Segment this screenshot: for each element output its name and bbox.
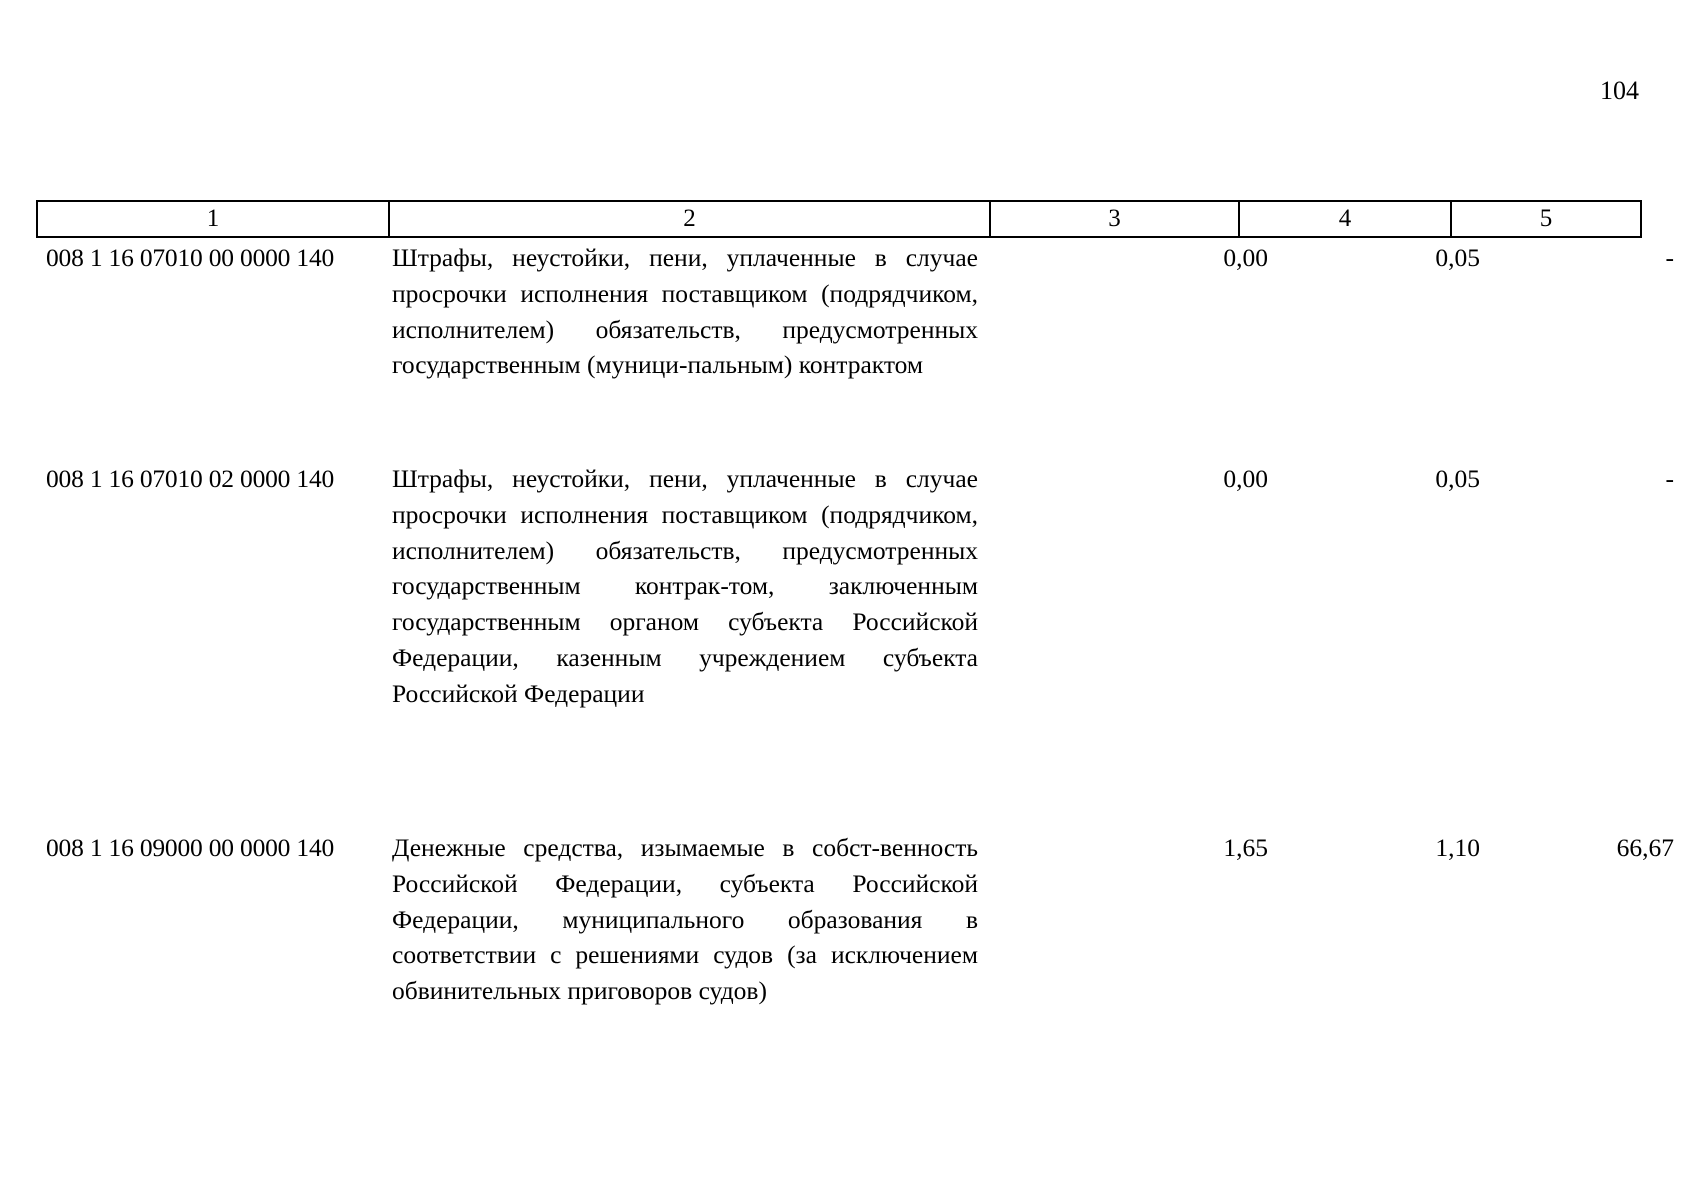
column-header-5: 5: [1451, 201, 1641, 237]
column-header-4: 4: [1239, 201, 1451, 237]
column-header-table: [36, 200, 1642, 238]
value-col5: -: [1665, 243, 1674, 272]
budget-code: 008 1 16 07010 02 0000 140: [46, 464, 335, 493]
revenue-description: Денежные средства, изымаемые в собст-венность Российской Федерации, субъекта Российской Федерации, муниципального образования в соответствии с решениями судов (за исключением обвинительных приговоров судов): [392, 833, 978, 1006]
revenue-description: Штрафы, неустойки, пени, уплаченные в случае просрочки исполнения поставщиком (подрядчиком, исполнителем) обязательств, предусмотренных государственным контрак-том, заключенным государственным органом субъекта Российской Федерации, казенным учреждением субъекта Российской Федерации: [392, 464, 978, 708]
value-col3: 1,65: [1223, 833, 1268, 862]
table-row: [36, 240, 1674, 410]
value-col3: 0,00: [1223, 243, 1268, 272]
column-header-2: 2: [389, 201, 990, 237]
budget-code: 008 1 16 09000 00 0000 140: [46, 833, 335, 862]
value-col4: 0,05: [1435, 243, 1480, 272]
table-row: [36, 461, 1674, 721]
budget-code: 008 1 16 07010 00 0000 140: [46, 243, 335, 272]
column-header-3: 3: [990, 201, 1239, 237]
value-col4: 0,05: [1435, 464, 1480, 493]
revenue-description: Штрафы, неустойки, пени, уплаченные в случае просрочки исполнения поставщиком (подрядчиком, исполнителем) обязательств, предусмотренных государственным (муници-пальным) контрактом: [392, 243, 978, 380]
value-col4: 1,10: [1435, 833, 1480, 862]
column-header-row: [37, 201, 1641, 237]
value-col5: 66,67: [1616, 833, 1674, 862]
page-number: 104: [1600, 76, 1639, 105]
table-row: [36, 830, 1674, 1060]
column-header-1: 1: [37, 201, 389, 237]
value-col5: -: [1665, 464, 1674, 493]
value-col3: 0,00: [1223, 464, 1268, 493]
